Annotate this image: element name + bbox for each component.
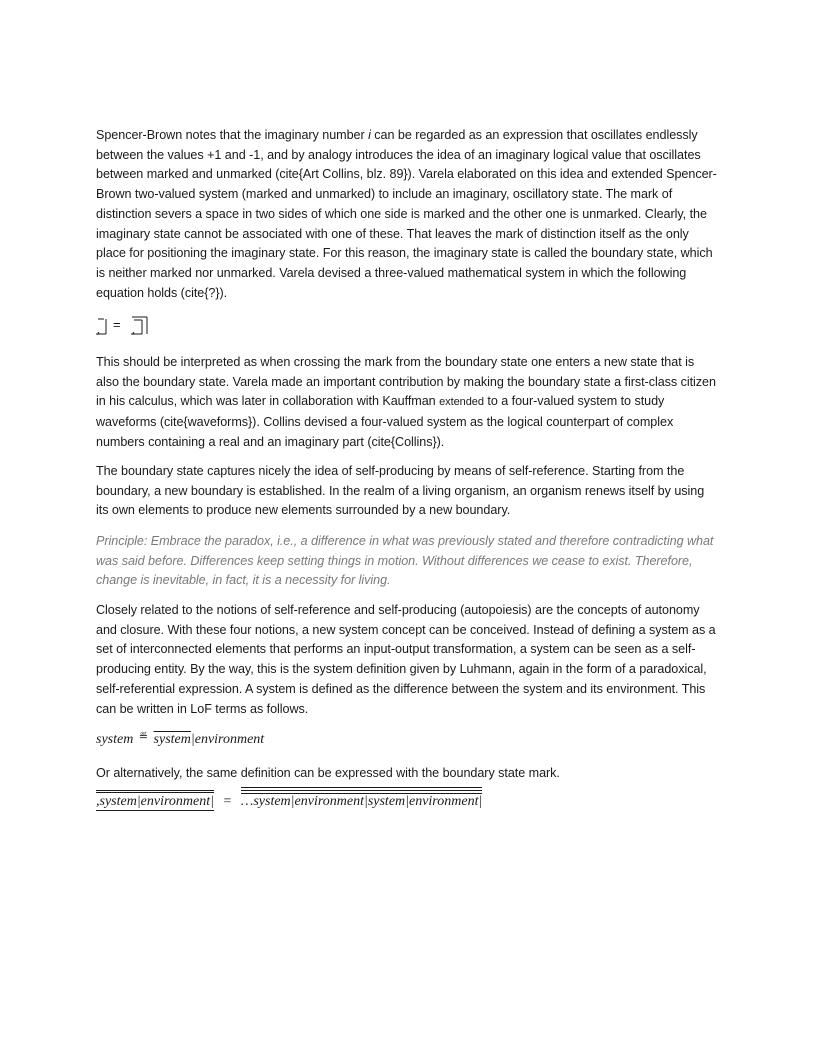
paragraph-text: to a four-valued system to study waveforms (cite{waveforms}). Collins devised a four-valued system as the logical counterpart of complex numbers containing a real and an imaginary part (cite{Collins}). xyxy=(96,394,674,449)
paragraph-text: can be regarded as an expression that oscillates endlessly between the values +1 and -1, and by analogy introduces the idea of an imaginary logical value that oscillates between marked and unmarked (cite{Art Collins, blz. 89}). Varela elaborated on this idea and extended Spencer-Brown two-valued system (marked and unmarked) to include an imaginary, oscillatory state. The mark of distinction severs a space in two sides of which one side is marked and the other one is unmarked. Clearly, the imaginary state cannot be associated with one of these. That leaves the mark of distinction itself as the only place for positioning the imaginary state. For this reason, the imaginary state is called the boundary state, which is neither marked nor unmarked. Varela devised a three-valued mathematical system in which the following equation holds (cite{?}). xyxy=(96,128,717,300)
equals-sign: = xyxy=(223,794,232,809)
boundary-equation xyxy=(96,316,156,338)
eq-bound-lhs xyxy=(96,792,214,811)
eq-rhs-marked: system xyxy=(153,732,191,747)
paragraph-boundary-state xyxy=(96,353,720,453)
eq-bound-rhs-text: …system|environment|system|environment| xyxy=(240,794,483,809)
paragraph-imaginary-number xyxy=(96,126,720,303)
system-definition-equation xyxy=(96,732,264,748)
paragraph-self-producing: The boundary state captures nicely the idea of self-producing by means of self-reference. Starting from the boundary, a new boundary is established. In the realm of a living organism, an organism renews itself by using its own elements to produce new elements surrounded by a new boundary. xyxy=(96,464,705,518)
def-symbol: ≝ xyxy=(138,731,149,743)
inline-word: extended xyxy=(439,396,484,409)
equals-sign: = xyxy=(113,317,121,332)
paragraph-text: Spencer-Brown notes that the imaginary number xyxy=(96,128,369,142)
imaginary-i: i xyxy=(368,128,371,142)
paragraph-system-concept: Closely related to the notions of self-reference and self-producing (autopoiesis) are the concepts of autonomy and closure. With these four notions, a new system concept can be conceived. Instead of defining a system as a set of interconnected elements that performs an input-output transformation, a system can be seen as a self-producing entity. By the way, this is the system definition given by Luhmann, again in the form of a paradoxical, self-referential expression. A system is defined as the difference between the system and its environment. This can be written in LoF terms as follows. xyxy=(96,603,716,716)
eq-bound-lhs-prefix: , xyxy=(96,794,100,809)
eq-bound-rhs xyxy=(241,793,482,810)
boundary-equation-figure xyxy=(96,316,156,338)
eq-lhs: system xyxy=(96,732,134,747)
eq-bound-lhs-text: system|environment| xyxy=(99,794,214,809)
eq-rhs-rest: |environment xyxy=(190,732,265,747)
svg-text:,: , xyxy=(132,322,135,336)
svg-text:,: , xyxy=(97,322,100,336)
boundary-system-equation xyxy=(96,792,482,826)
paragraph-alternative: Or alternatively, the same definition can be expressed with the boundary state mark. xyxy=(96,766,560,780)
paragraph-text: This should be interpreted as when crossing the mark from the boundary state one enters a new state that is also the boundary state. Varela made an important contribution by making the boundary state a first-class citizen in his calculus, which was later in collaboration with Kauffman xyxy=(96,355,716,409)
principle-quote: Principle: Embrace the paradox, i.e., a difference in what was previously stated and therefore contradicting what was said before. Differences keep setting things in motion. Without differences we cease to exist. Therefore, change is inevitable, in fact, it is a necessity for living. xyxy=(96,534,714,588)
